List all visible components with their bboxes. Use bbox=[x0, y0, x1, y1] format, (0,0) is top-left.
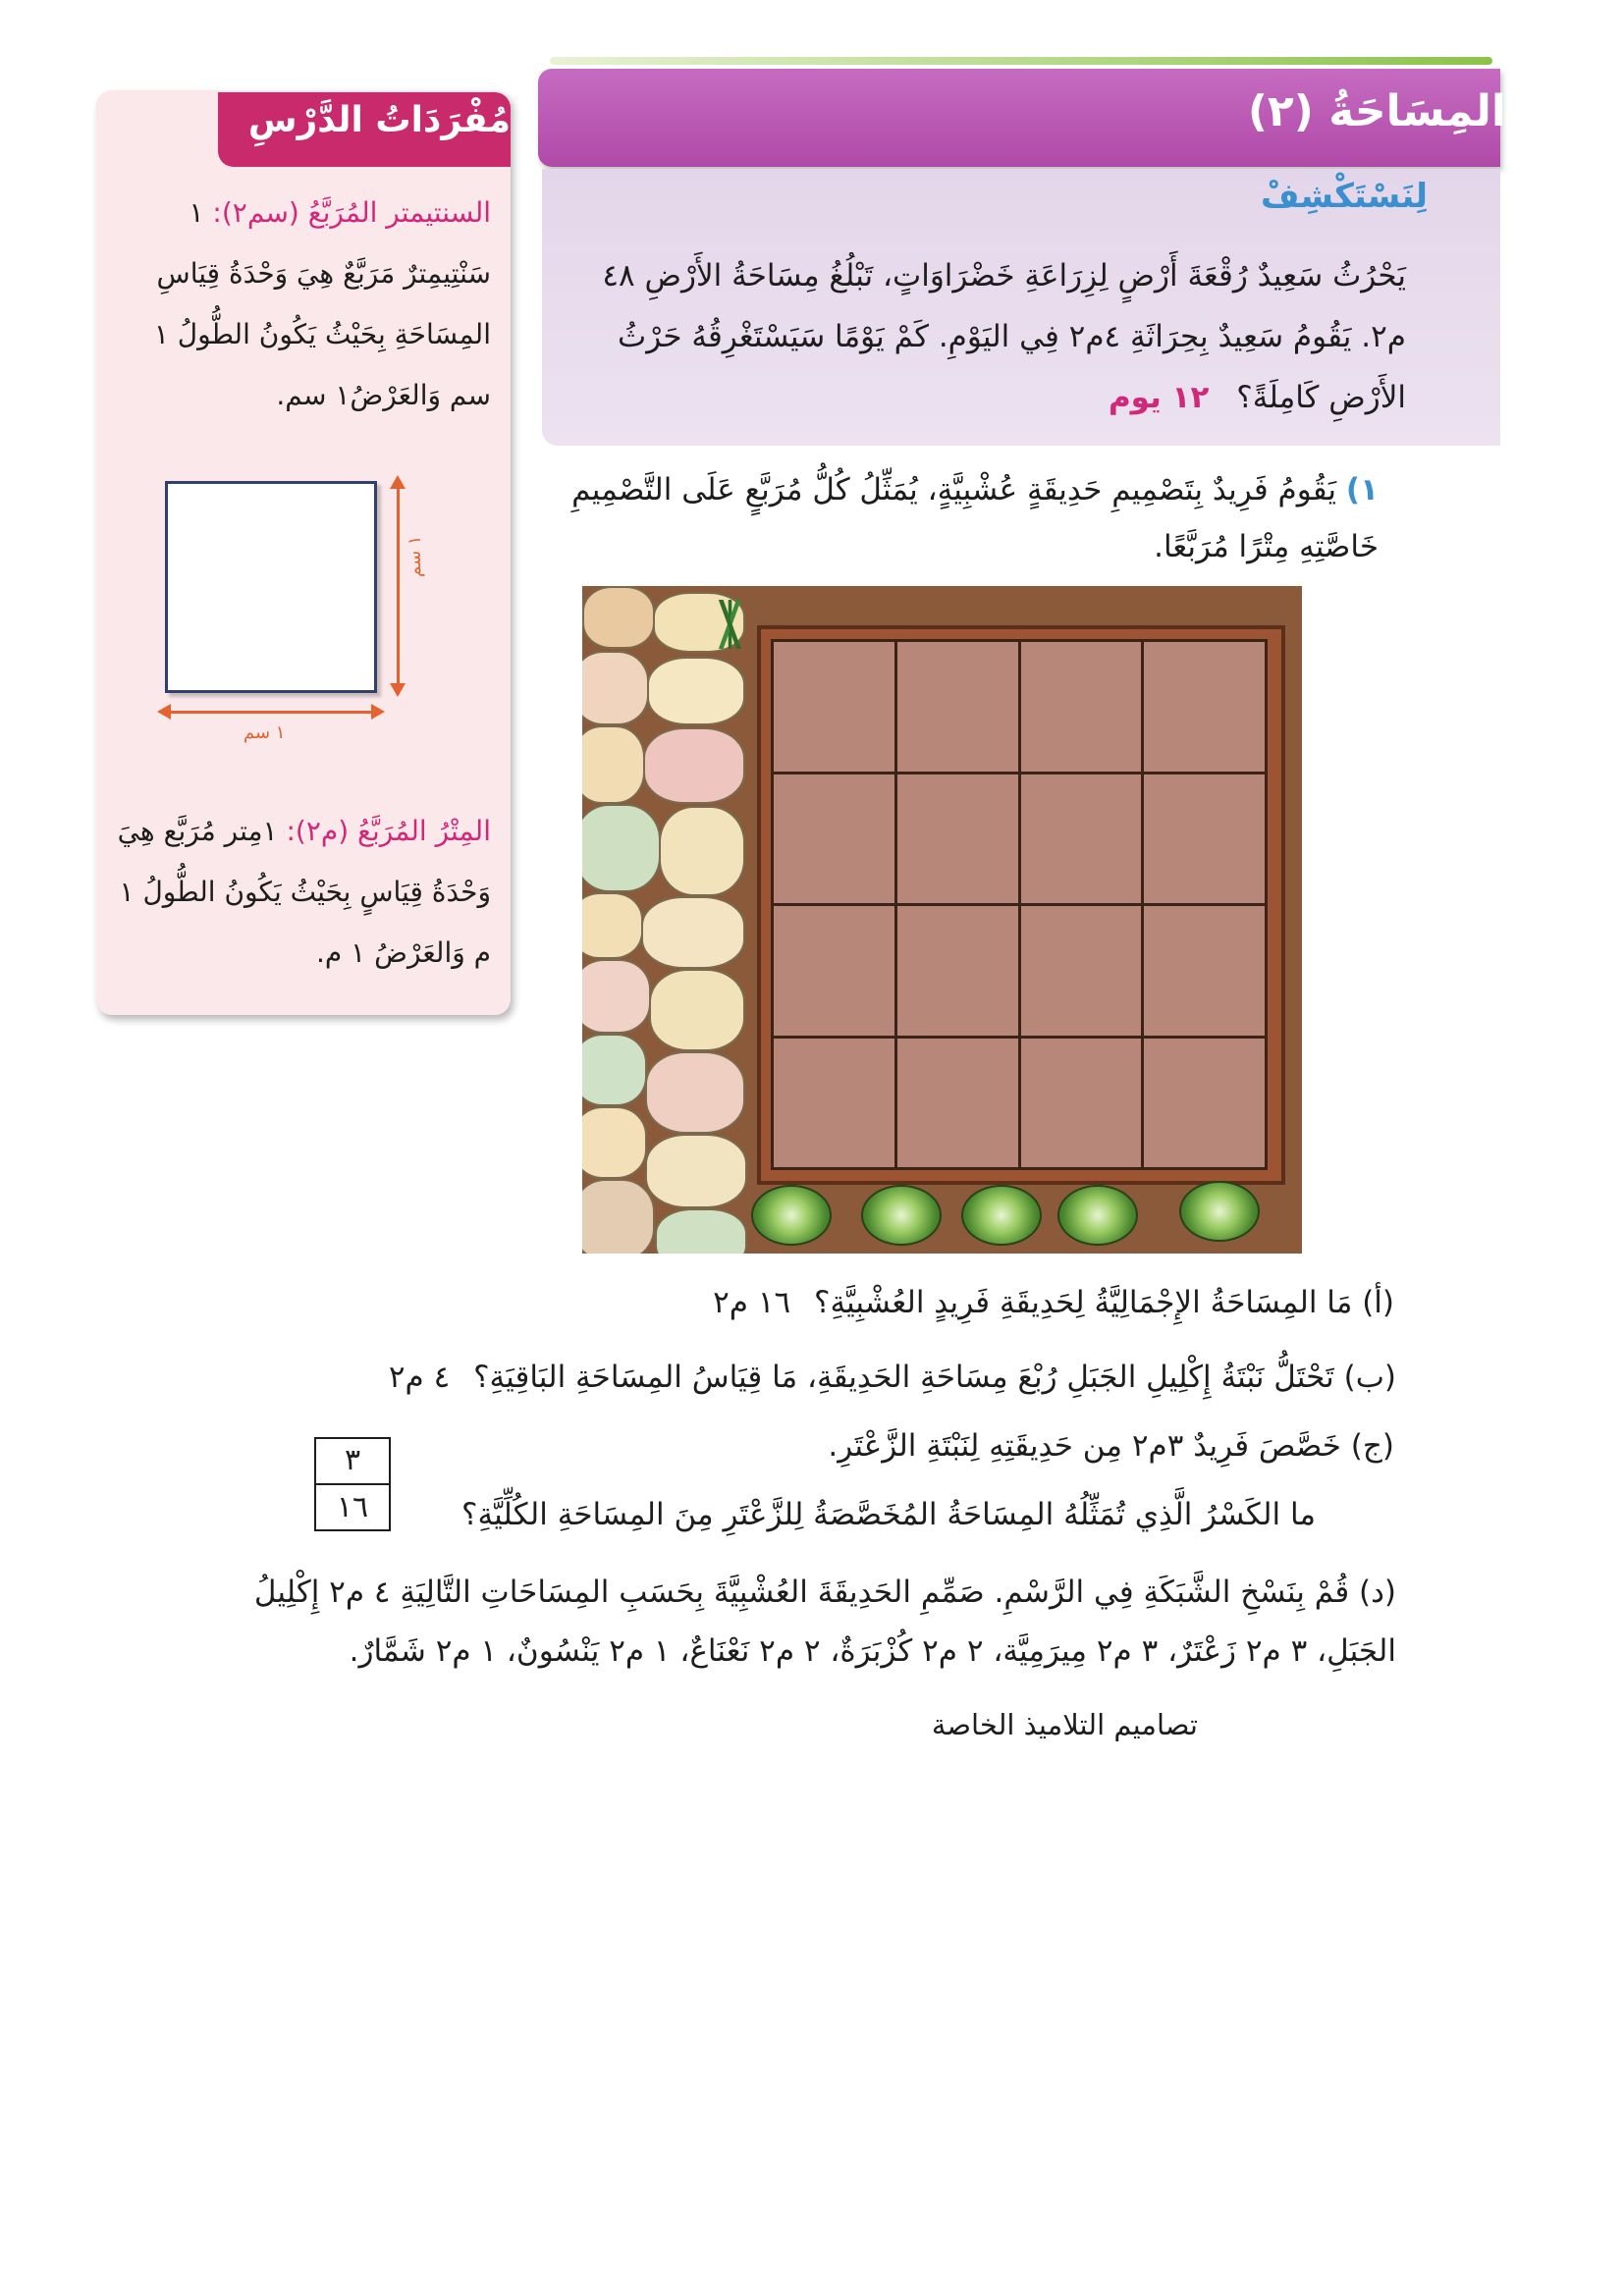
lettuce-icon bbox=[1179, 1181, 1260, 1242]
vocabulary-title: مُفْرَدَاتُ الدَّرْسِ bbox=[247, 100, 511, 140]
lesson-title: المِسَاحَةُ (٢) bbox=[1247, 86, 1506, 136]
stone bbox=[647, 657, 745, 725]
title-accent-line bbox=[550, 57, 1492, 65]
side-length-label: ١ سم bbox=[405, 535, 425, 577]
question-a bbox=[589, 1278, 1394, 1327]
square-centimeter-text: ١ سَنْتِيمِترٌ مَرَبَّعٌ هِيَ وَحْدَةُ قِيَاسِ المِسَاحَةِ بِحَيْثُ يَكُونُ الطُّولُ ١ سم وَالعَرْضُ١ سم. bbox=[153, 196, 491, 411]
garden-grid bbox=[771, 639, 1268, 1170]
bottom-length-label: ١ سم bbox=[244, 722, 286, 743]
grid-square bbox=[1021, 906, 1142, 1036]
grid-square bbox=[1021, 1039, 1142, 1168]
square-meter-term: المِتْرُ المُرَبَّعُ (م٢): bbox=[286, 815, 491, 847]
stone bbox=[582, 725, 645, 804]
grid-square bbox=[774, 1039, 894, 1168]
grass-tuft-icon bbox=[706, 600, 755, 649]
stone bbox=[649, 969, 745, 1051]
question-a-text: (أ) مَا المِسَاحَةُ الإِجْمَالِيَّةُ لِحَدِيقَةِ فَرِيدٍ العُشْبِيَّةِ؟ bbox=[813, 1285, 1394, 1320]
question-d-answer: تصاميم التلاميذ الخاصة bbox=[931, 1708, 1198, 1741]
grid-square bbox=[1021, 642, 1142, 772]
stone bbox=[582, 1179, 655, 1254]
question-c-prompt: ما الكَسْرُ الَّذِي تُمَثِّلُهُ المِسَاحَةُ المُخَصَّصَةُ لِلزَّعْتَرِ مِنَ المِسَاحَةِ الكُلِّيَّةِ؟ bbox=[461, 1497, 1316, 1532]
question-a-answer: ١٦ م٢ bbox=[713, 1285, 791, 1320]
grid-square bbox=[1144, 774, 1265, 904]
grid-square bbox=[897, 642, 1018, 772]
fraction-denominator: ١٦ bbox=[336, 1490, 369, 1524]
stone bbox=[645, 1134, 747, 1208]
fraction-numerator: ٣ bbox=[344, 1443, 361, 1477]
grid-square bbox=[774, 642, 894, 772]
grid-square bbox=[1144, 642, 1265, 772]
stone bbox=[643, 727, 745, 804]
fraction-bar bbox=[316, 1483, 389, 1485]
stone bbox=[641, 896, 745, 969]
unit-square-diagram bbox=[165, 481, 377, 693]
square-centimeter-term: السنتيمتر المُرَبَّعُ (سم٢): bbox=[212, 196, 491, 229]
fraction-answer-box bbox=[314, 1437, 391, 1531]
question-1 bbox=[530, 461, 1379, 575]
stone bbox=[582, 892, 643, 959]
explore-problem-text: يَحْرُثُ سَعِيدٌ رُقْعَةَ أَرْضٍ لِزِرَاعَةِ خَضْرَاوَاتٍ، تَبْلُغُ مِسَاحَةُ الأَرْضِ ٤٨ م٢. يَقُومُ سَعِيدٌ بِحِرَاثَةِ ٤م٢ فِي اليَوْمِ. كَمْ يَوْمًا سَيَسْتَغْرِقُهُ حَرْثُ الأَرْضِ كَامِلَةً؟ bbox=[602, 258, 1406, 415]
question-1-number: ١) bbox=[1345, 472, 1379, 507]
stone bbox=[655, 1208, 747, 1254]
grid-square bbox=[1144, 906, 1265, 1036]
grid-square bbox=[897, 906, 1018, 1036]
stone bbox=[659, 806, 745, 896]
stone-wall bbox=[582, 586, 749, 1254]
square-centimeter-definition bbox=[116, 183, 491, 426]
lettuce-icon bbox=[751, 1185, 832, 1246]
bottom-length-arrow bbox=[165, 711, 373, 714]
grid-square bbox=[1021, 774, 1142, 904]
grid-square bbox=[774, 906, 894, 1036]
lettuce-icon bbox=[1057, 1185, 1138, 1246]
explore-problem bbox=[560, 245, 1406, 428]
square-meter-text: ١مِتر مُرَبَّع هِيَ وَحْدَةُ قِيَاسٍ بِحَيْثُ يَكُونُ الطُّولُ ١ م وَالعَرْضُ ١ م. bbox=[117, 815, 491, 969]
lettuce-icon bbox=[961, 1185, 1042, 1246]
square-meter-definition bbox=[116, 801, 491, 984]
side-length-arrow bbox=[397, 481, 400, 689]
question-b bbox=[312, 1353, 1396, 1402]
lettuce-icon bbox=[861, 1185, 942, 1246]
arrow-head-right-icon bbox=[371, 704, 385, 720]
question-c-statement: (ج) خَصَّصَ فَرِيدٌ ٣م٢ مِن حَدِيقَتِهِ لِنَبْتَةِ الزَّعْتَرِ. bbox=[828, 1428, 1394, 1464]
stone bbox=[582, 1034, 647, 1106]
garden-illustration bbox=[582, 586, 1302, 1254]
arrow-head-up-icon bbox=[390, 475, 406, 489]
question-b-text: (ب) تَحْتَلُّ نَبْتَةُ إِكْلِيلِ الجَبَلِ رُبْعَ مِسَاحَةِ الحَدِيقَةِ، مَا قِيَاسُ المِسَاحَةِ البَاقِيَةِ؟ bbox=[473, 1360, 1396, 1395]
grid-square bbox=[897, 774, 1018, 904]
grid-square bbox=[1144, 1039, 1265, 1168]
grid-square bbox=[774, 774, 894, 904]
question-1-text: يَقُومُ فَرِيدٌ بِتَصْمِيمِ حَدِيقَةٍ عُشْبِيَّةٍ، يُمَثِّلُ كُلُّ مُرَبَّعٍ عَلَى التَّصْمِيمِ خَاصَّتِهِ مِتْرًا مُرَبَّعًا. bbox=[571, 472, 1379, 564]
stone bbox=[582, 1106, 647, 1179]
stone bbox=[582, 804, 661, 892]
question-d: (د) قُمْ بِنَسْخِ الشَّبَكَةِ فِي الرَّسْمِ. صَمِّمِ الحَدِيقَةَ العُشْبِيَّةَ بِحَسَبِ المِسَاحَاتِ التَّالِيَةِ ٤ م٢ إِكْلِيلُ الجَبَلِ، ٣ م٢ زَعْتَرٌ، ٣ م٢ مِيرَمِيَّة، ٢ م٢ كُزْبَرَةٌ، ٢ م٢ نَعْنَاعٌ، ١ م٢ يَنْسُونٌ، ١ م٢ شَمَّارٌ. bbox=[253, 1575, 1396, 1669]
arrow-head-down-icon bbox=[390, 683, 406, 697]
arrow-head-left-icon bbox=[157, 704, 171, 720]
stone bbox=[582, 959, 651, 1034]
explore-answer: ١٢ يوم bbox=[1108, 380, 1210, 415]
explore-heading: لِنَسْتَكْشِفْ bbox=[1261, 177, 1428, 216]
grid-square bbox=[897, 1039, 1018, 1168]
stone bbox=[582, 651, 649, 725]
stone bbox=[582, 586, 655, 649]
question-b-answer: ٤ م٢ bbox=[388, 1360, 451, 1395]
stone bbox=[645, 1051, 745, 1134]
